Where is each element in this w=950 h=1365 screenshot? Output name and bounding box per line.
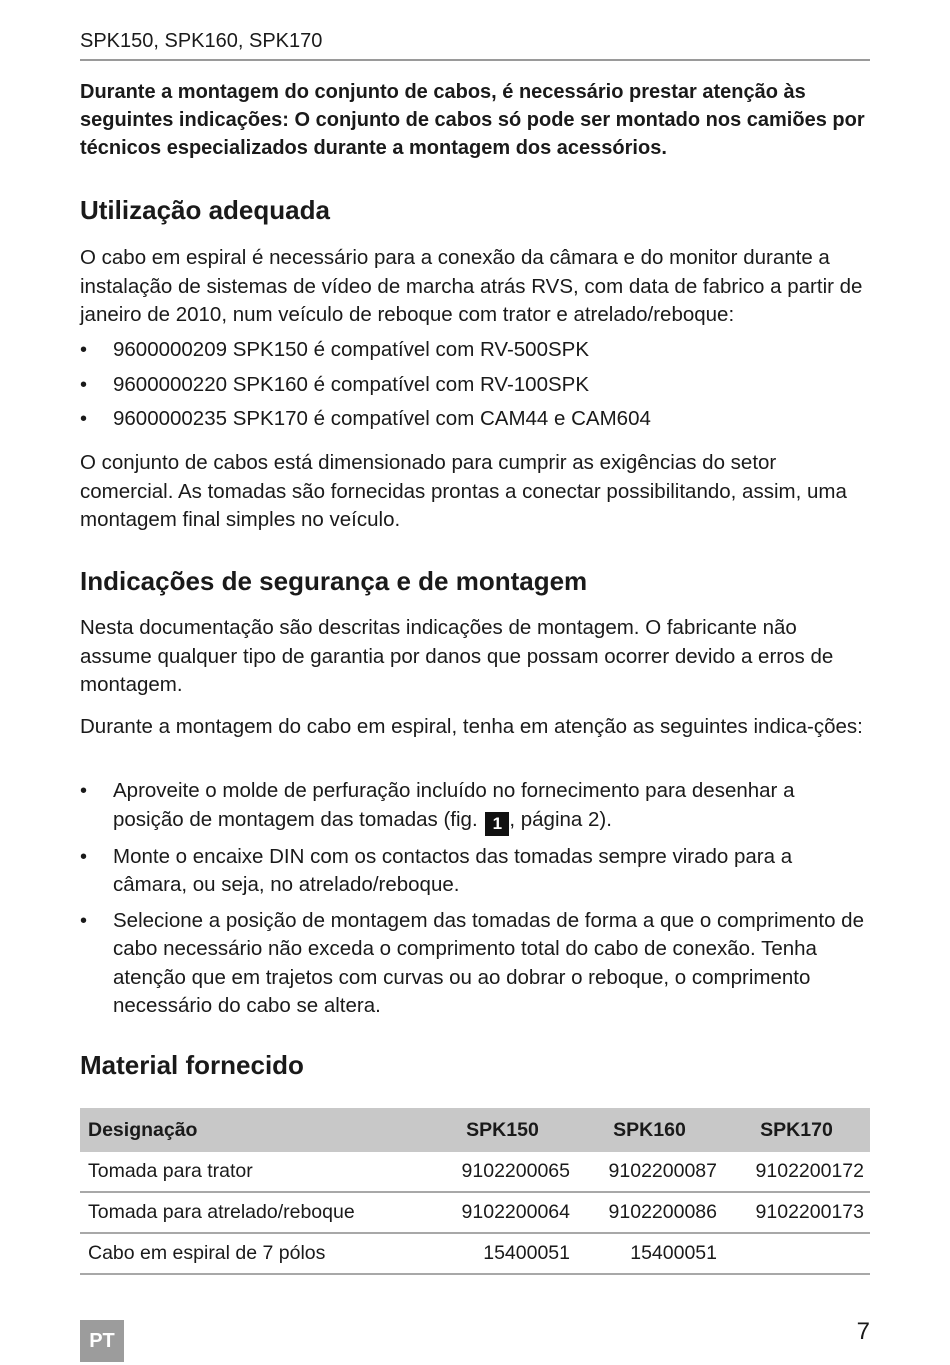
- safety-heading: Indicações de segurança e de montagem: [80, 566, 588, 596]
- table-cell: 9102200087: [576, 1152, 723, 1192]
- table-cell: 9102200086: [576, 1192, 723, 1233]
- safety-list: [80, 777, 870, 1021]
- table-row: [80, 1192, 870, 1233]
- table-cell: 9102200173: [723, 1192, 870, 1233]
- column-header: SPK160: [576, 1108, 723, 1152]
- table-row: [80, 1152, 870, 1192]
- table-cell: [723, 1233, 870, 1274]
- list-item: • Monte o encaixe DIN com os contactos das tomadas sempre virado para a câmara, ou seja, no atrelado/reboque.: [80, 843, 870, 900]
- table-cell: Tomada para atrelado/reboque: [80, 1192, 429, 1233]
- language-badge: PT: [80, 1320, 124, 1362]
- table-cell: 9102200172: [723, 1152, 870, 1192]
- list-item: [80, 777, 870, 836]
- intro-warning: Durante a montagem do conjunto de cabos, é necessário prestar atenção às seguintes indicações: O conjunto de cabos só pode ser montado nos camiões por técnicos especializados durante a montagem dos acessórios.: [80, 81, 865, 159]
- table-cell: 9102200065: [429, 1152, 576, 1192]
- page-number: 7: [856, 1318, 870, 1345]
- figure-reference-badge: 1: [485, 812, 509, 836]
- safety-paragraph-1: Nesta documentação são descritas indicações de montagem. O fabricante não assume qualquer tipo de garantia por danos que possam ocorrer devido a erros de montagem.: [80, 616, 834, 696]
- material-heading: Material fornecido: [80, 1050, 304, 1080]
- table-row: [80, 1233, 870, 1274]
- list-item: • Selecione a posição de montagem das tomadas de forma a que o comprimento de cabo necessário não exceda o comprimento total do cabo de conexão. Tenha atenção que em trajetos com curvas ou ao dobrar o reboque, o comprimento necessário do cabo se altera.: [80, 907, 870, 1021]
- table-header-row: [80, 1108, 870, 1152]
- list-item: • 9600000220 SPK160 é compatível com RV-100SPK: [80, 371, 870, 400]
- compatibility-list: [80, 336, 870, 434]
- table-cell: 15400051: [429, 1233, 576, 1274]
- list-item: • 9600000235 SPK170 é compatível com CAM44 e CAM604: [80, 405, 870, 434]
- item-text: Aproveite o molde de perfuração incluído no fornecimento para desenhar a posição de montagem das tomadas (fig.: [113, 779, 795, 831]
- table-cell: 15400051: [576, 1233, 723, 1274]
- list-item: • 9600000209 SPK150 é compatível com RV-500SPK: [80, 336, 870, 365]
- table-cell: Tomada para trator: [80, 1152, 429, 1192]
- usage-closing-paragraph: O conjunto de cabos está dimensionado para cumprir as exigências do setor comercial. As tomadas são fornecidas prontas a conectar possibilitando, assim, uma montagem final simples no veículo.: [80, 451, 847, 531]
- usage-heading: Utilização adequada: [80, 195, 330, 225]
- parts-table: [80, 1108, 870, 1275]
- column-header: SPK170: [723, 1108, 870, 1152]
- column-header: Designação: [80, 1108, 429, 1152]
- column-header: SPK150: [429, 1108, 576, 1152]
- safety-paragraph-2: Durante a montagem do cabo em espiral, tenha em atenção as seguintes indica-ções:: [80, 715, 863, 738]
- table-cell: Cabo em espiral de 7 pólos: [80, 1233, 429, 1274]
- table-cell: 9102200064: [429, 1192, 576, 1233]
- usage-paragraph: O cabo em espiral é necessário para a conexão da câmara e do monitor durante a instalação de sistemas de vídeo de marcha atrás RVS, com data de fabrico a partir de janeiro de 2010, num veículo de reboque com trator e atrelado/reboque:: [80, 246, 863, 326]
- item-text: , página 2).: [509, 807, 612, 831]
- running-header: SPK150, SPK160, SPK170: [80, 30, 870, 61]
